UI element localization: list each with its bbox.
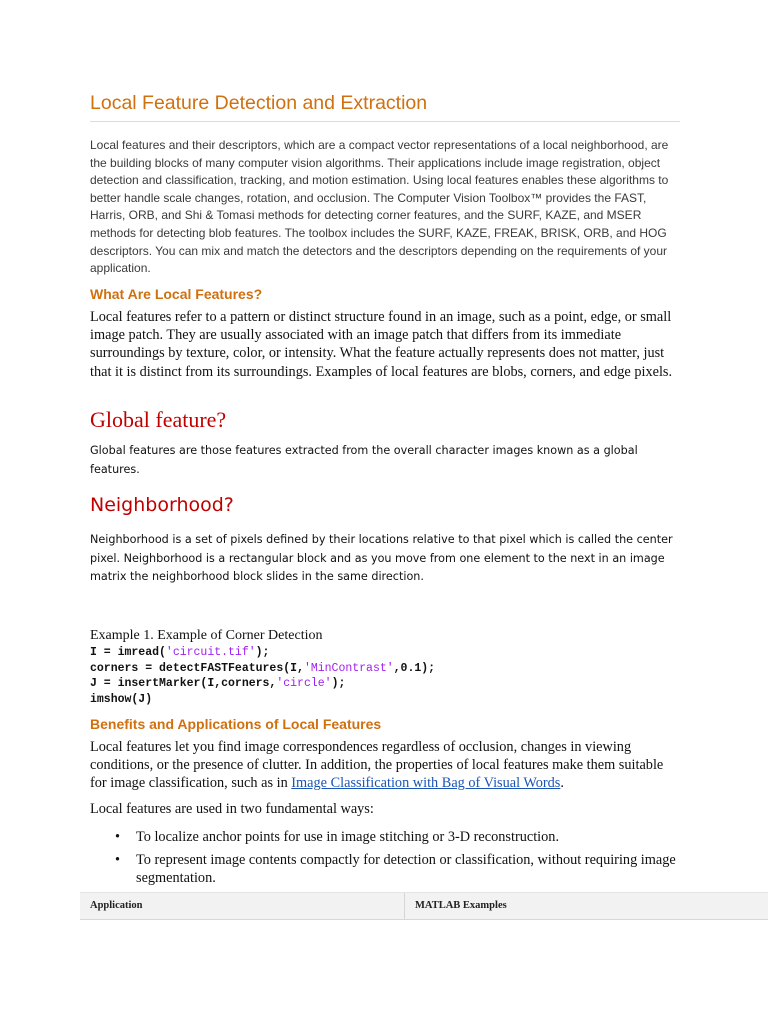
what-are-heading: What Are Local Features? [90,286,263,302]
list-item: • To represent image contents compactly for detection or classification, without requiring image segmentation. [115,852,676,887]
usage-intro-paragraph: Local features are used in two fundamental ways: [90,801,374,817]
list-item: • To localize anchor points for use in image stitching or 3-D reconstruction. [115,829,560,845]
bullet-icon: • [115,852,121,869]
code-line: J = insertMarker(I,corners,'circle'); [90,677,346,690]
neighborhood-paragraph: Neighborhood is a set of pixels defined by their locations relative to that pixel which is called the center pixel. Neighborhood is a rectangular block and as you move from one element to the next in an image matrix the neighborhood block slides in the same direction. [90,533,673,583]
table-header-row [80,892,768,920]
neighborhood-heading: Neighborhood? [90,494,234,516]
what-are-paragraph: Local features refer to a pattern or distinct structure found in an image, such as a point, edge, or small image patch. They are usually associated with an image patch that differs from its immediate surroundings by texture, color, or intensity. What the feature actually represents does not matter, just that it is distinct from its surroundings. Examples of local features are blobs, corners, and edge pixels. [90,309,673,380]
code-block [90,645,435,707]
usage-bullet-list [112,828,682,893]
benefits-heading: Benefits and Applications of Local Features [90,716,382,732]
benefits-paragraph: Local features let you find image correspondences regardless of occlusion, changes in viewing conditions, or the presence of clutter. In addition, the properties of local features make them suitable for image classification, such as in Image Classification with Bag of Visual Words. [90,739,664,792]
code-line: imshow(J) [90,692,153,706]
code-line: I = imread('circuit.tif'); [90,646,270,659]
intro-paragraph: Local features and their descriptors, which are a compact vector representations of a local neighborhood, are the building blocks of many computer vision algorithms. Their applications include image registration, object detection and classification, tracking, and motion estimation. Using local features enables these algorithms to better handle scale changes, rotation, and occlusion. The Computer Vision Toolbox™ provides the FAST, Harris, ORB, and Shi & Tomasi methods for detecting corner features, and the SURF, KAZE, and MSER methods for detecting blob features. The toolbox includes the SURF, KAZE, FREAK, BRISK, ORB, and HOG descriptors. You can mix and match the detectors and the descriptors depending on the requirements of your application. [90,138,669,276]
bag-of-visual-words-link[interactable]: Image Classification with Bag of Visual Words [291,775,561,792]
bullet-icon: • [115,829,121,845]
global-feature-heading: Global feature? [90,407,227,432]
global-feature-paragraph: Global features are those features extracted from the overall character images known as a global features. [90,444,638,476]
column-header-application: Application [80,893,405,919]
page-title: Local Feature Detection and Extraction [90,92,680,122]
code-line: corners = detectFASTFeatures(I,'MinContrast',0.1); [90,661,436,675]
example-caption: Example 1. Example of Corner Detection [90,628,323,643]
column-header-matlab-examples: MATLAB Examples [415,900,507,911]
